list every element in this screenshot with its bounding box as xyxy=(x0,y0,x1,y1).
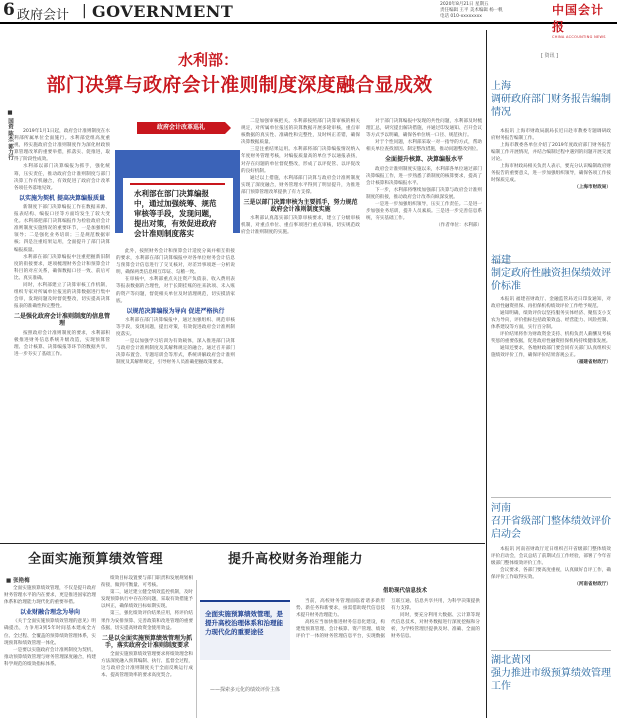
paragraph: 新制度下部门决算编报工作在数据来源、报表结构、编报口径等方面均发生了较大变化。水利部把部门决算编报作为检验政府会计准则制度实施情况的重要环节，一是加强组织领导；二是强化业务培训；三是规范数据审核；四是注重结果运用，全面提升了部门决算编报质量。 xyxy=(14,204,110,253)
sidebar-tag: [ 资讯 ] xyxy=(541,53,559,59)
paragraph: 2019年1月1日起，政府会计准则制度在水利部所属单位全面施行。水利部党组高度重视，将实施政府会计准则制度作为深化财政预算管理改革的重要举措，抓落实、促推进，取得了阶段性成效。 xyxy=(14,129,110,163)
subheading: 以实施为契机 提高决算编报质量 xyxy=(18,194,106,202)
sidebar-item-body xyxy=(491,546,611,646)
bottom-mid-subheading: 借助现代信息技术 xyxy=(383,588,428,594)
paragraph: 对于个性问题，水利部采取一对一指导的方式，帮助相关单位查找原因、制定整改措施，推动问题整改到位。 xyxy=(366,140,482,153)
sidebar-rule xyxy=(491,650,611,651)
paragraph: 《关于全面实施预算绩效管理的意见》明确提出，力争用3到5年时间基本建成全方位、全过程、全覆盖的预算绩效管理体系，实现预算和绩效管理一体化。 xyxy=(4,619,96,646)
paragraph: 同时，要充分利用大数据、云计算等现代信息技术，对财务数据进行深度挖掘和分析，为学校管理层提供及时、准确、全面的财务信息。 xyxy=(391,613,480,640)
sidebar-item-title: 湖北黄冈 强力推进市级预算绩效管理工作 xyxy=(491,655,611,692)
meta-line: 责任编辑 王平 美术编辑 杨一帆 xyxy=(440,8,503,13)
bottom-left-column-2 xyxy=(101,575,193,718)
bottom-mid-column-0 xyxy=(200,665,290,685)
sidebar-item-title: 河南 召开省级部门整体绩效评价启动会 xyxy=(491,503,611,540)
paragraph: 会议要求，各部门要高度重视，认真做好自评工作，确保评价工作取得实效。 xyxy=(491,568,611,580)
sidebar-item-body xyxy=(491,128,611,258)
paragraph: 当前，高校财务管理面临着诸多新形势、新任务和新要求，亟需借助现代信息技术提升财务治理能力。 xyxy=(296,599,385,619)
bottom-mid-column-1 xyxy=(296,598,480,718)
logo-en: CHINA ACCOUNTING NEWS xyxy=(552,35,606,39)
bottom-left-column-1 xyxy=(4,585,96,718)
paragraph: 三是注重结果运用。水利部将部门决算编报情况纳入年度财务管理考核，对编报质量高的单位予以通报表扬，对存在问题的单位督促整改，形成了以评促管、以评促改的良好机制。 xyxy=(241,147,360,174)
meta-line: 2020年8月21日 星期五 xyxy=(440,2,489,7)
paragraph: 此外，按照财务会计和预算会计适度分离并相互衔接的要求，水利部在部门决算编报中对各单位财务会计信息与预算会计信息进行了交叉核对，对差异事项逐一分析说明，确保两类信息相互印证、勾稽一致。 xyxy=(116,249,235,276)
paragraph: 评价结果将作为财政资金支持、机构负责人薪酬及考核奖惩的重要依据，促进政府性融资担保机构持续健康发展。 xyxy=(491,332,611,344)
bottom-mid-tagline: ——探索多元化的绩效评价主体 xyxy=(210,687,281,693)
lead-column-1 xyxy=(14,128,110,543)
paragraph: 第三，强化绩效评价结果应用，将评价结果作为安排预算、完善政策和改进管理的重要依据，切实提高财政资金使用效益。 xyxy=(101,611,193,631)
section-name-cn: 政府会计 xyxy=(17,8,70,23)
paragraph: 通过以上措施，水利部部门决算与政府会计准则制度实现了深度融合，财务管理水平得到了明显提升，为推进部门预算管理改革提供了有力支撑。 xyxy=(241,175,360,195)
paragraph: 通知还要求，各地财政部门要会同有关部门认真组织实施绩效评价工作，确保评价结果客观公正。 xyxy=(491,346,611,358)
paragraph: 高校应当加快推进财务信息化建设，构建集预算管理、会计核算、资产管理、绩效评价于一体的财务管理信息平台，实现数据互联互通、信息共享共用，为科学决策提供有力支撑。 xyxy=(296,599,480,640)
sidebar-rule xyxy=(491,497,611,498)
headline-kicker: 水利部： xyxy=(178,51,239,69)
lead-column-4 xyxy=(366,118,482,543)
masthead-meta xyxy=(440,2,545,20)
paragraph: 同时，水利部建立了决算审核工作机制，组织专家对所属单位报送的决算数据进行集中会审，发现问题及时督促整改，切实提高决算报表的准确性和完整性。 xyxy=(14,282,110,310)
paragraph: 政府会计准则制度实施以来，水利部各单位通过部门决算编报工作，进一步熟悉了新制度的核算要求，提高了会计核算和决算编报水平。 xyxy=(366,166,482,186)
paragraph: 水利部认真落实部门决算审核要求，建立了分级审核机制，对重点单位、重点事项进行重点审核，切实规范政府会计准则制度的实施。 xyxy=(241,216,360,236)
subheading: 全面提升核算、决算编报水平 xyxy=(384,156,463,164)
sidebar-item-body xyxy=(491,296,611,496)
lead-byline: ■ 国资 陈杰 郭力行 xyxy=(7,110,13,161)
section-divider xyxy=(0,543,485,544)
bottom-mid-title: 提升高校财务治理能力 xyxy=(228,552,364,567)
lead-column-3 xyxy=(241,118,360,543)
bottom-left-title: 全面实施预算绩效管理 xyxy=(28,552,164,567)
logo-cn: 中国会计报 xyxy=(552,3,605,34)
subheading: 二是以全面实施预算绩效管理为抓手，落实政府会计准则制度要求 xyxy=(101,634,192,649)
subheading: 以规范决算编报为导向 促进严格执行 xyxy=(126,307,225,315)
section-name-en: GOVERNMENT xyxy=(92,2,234,21)
subheading: 三是以部门决算审核为主要抓手，努力规范政府会计准则制度实施 xyxy=(243,199,358,214)
paragraph: 通知明确，绩效评价以坚持服务实体经济、聚焦支小支农为导向，评价指标包括政策效益、经营能力、风险控制、体系建设等方面，实行百分制。 xyxy=(491,311,611,330)
paragraph: 二是加强审核把关。水利部按照部门决算审核的相关规定，对所属单位报送的决算数据开展多轮审核，重点审核数据的真实性、准确性和完整性，及时纠正差错，确保决算数据质量。 xyxy=(241,119,360,146)
paragraph: 本报讯 福建省财政厅、金融监管局近日印发通知，对政府性融资担保、再担保机构绩效评价工作给予规范。 xyxy=(491,297,611,309)
subheading: 二是强化政府会计准则制度的信息管理 xyxy=(14,313,110,328)
paragraph: 本报讯 上海市财政局副局长近日赴市教委专题调研政府财务报告编制工作。 xyxy=(491,129,611,141)
promo-banner: 政府会计改革巡礼 xyxy=(137,122,225,134)
paragraph: 一是以加强学习培训为有效载体，深入推进部门决算与政府会计准则制度及其解释规定的融合。通过召开部门决算布置会、专题培训会等形式，系统讲解政府会计准则制度及其解释规定，引导财务人员准确把握政策要求。 xyxy=(116,339,235,366)
paragraph: 绩效目标设置要与部门职责和发展规划相衔接，做到可衡量、可考核。 xyxy=(101,576,193,589)
paragraph: 全面实施预算绩效管理，不仅是提升政府财务管理水平的内在要求，更是推进国家治理体系和治理能力现代化的重要举措。 xyxy=(4,586,96,606)
lead-column-2 xyxy=(116,248,235,543)
paragraph: 水利部在部门决算编报中，通过加强组织、规范审核等手段，发现问题，提出对策，有效促进政府会计准则制度落实。 xyxy=(116,317,235,338)
paragraph: 本报讯 河南省财政厅近日组织召开省级部门整体绩效评价启动会，会议总结了前期试点工作经验，部署了今年省级部门整体绩效评价工作。 xyxy=(491,547,611,566)
paragraph: 第二，通过建立健全绩效监控机制，及时发现预算执行中存在的问题，采取有效措施予以纠正，确保绩效目标如期实现。 xyxy=(101,590,193,610)
subheading: 以业财融合理念为导向 xyxy=(19,609,80,617)
masthead-separator: | xyxy=(82,3,87,19)
sidebar-source: （上海市财政局） xyxy=(574,185,611,190)
sidebar-divider xyxy=(486,30,487,718)
sidebar-item-title: 福建 制定政府性融资担保绩效评价标准 xyxy=(491,255,611,292)
meta-line: 电话 010-xxxxxxxx xyxy=(440,14,482,19)
lead-headline: 部门决算与政府会计准则制度深度融合显成效 xyxy=(46,74,433,96)
paragraph: 一是进一步加强组织领导，压实工作责任。二是进一步加强业务培训，提升人员素质。三是进一步完善信息系统，夯实基础工作。 xyxy=(366,202,482,222)
paragraph: 水利部在部门决算编报中注重把握新旧制度的衔接要求，逐项梳理财务会计和预算会计科目的对应关系，确保数据口径一致、前后可比、真实准确。 xyxy=(14,254,110,281)
paragraph: 按照政府会计准则制度的要求，水利部积极推进财务信息系统升级改造，实现预算管理、会计核算、决算编报等环节的数据共享，进一步夯实了基础工作。 xyxy=(14,330,110,357)
paragraph: 上海市教委各单位介绍了2019年度政府部门财务报告编制工作开展情况，并结合编制过程中遇到的问题开展交流讨论。 xyxy=(491,143,611,162)
page-number: 6 xyxy=(3,0,15,20)
paragraph: 全面实施预算绩效管理要求将绩效理念和方法深度融入预算编制、执行、监督全过程，这与政府会计准则制度关于全面反映运行成本、提高管理效率的要求高度契合。 xyxy=(101,651,193,679)
bottom-mid-box-title: 全面实施预算绩效管理，是提升高校治理体系和治理能力现代化的重要途径 xyxy=(205,610,283,636)
column-divider xyxy=(196,580,197,718)
newspaper-logo xyxy=(552,1,614,39)
pull-quote: 水利部在部门决算编报中，通过加强统筹、规范审核等手段，发现问题，提出对策，有效促进政府会计准则制度落实 xyxy=(130,183,225,242)
sidebar-source: （河南省财政厅） xyxy=(574,582,611,587)
paragraph: 下一步，水利部将继续加强部门决算与政府会计准则制度的衔接，推动政府会计改革向纵深发展。 xyxy=(366,187,482,200)
masthead xyxy=(0,0,617,39)
paragraph: 一是要以实施政府会计准则制度为契机，推动预算绩效管理与财务管理深度融合，构建科学规范的绩效指标体系。 xyxy=(4,647,96,667)
paragraph: 水利部以部门决算编报为抓手，强化统筹，压实责任，推动政府会计准则制度与部门决算工作有机融合，有效促进了政府会计改革各项任务落地见效。 xyxy=(14,164,110,191)
paragraph: 在审核中，水利部重点关注资产负债表、收入费用表等报表数据的合理性，对于长期挂账的往来款项、未入账的资产等问题，督促相关单位及时清理规范，切实摸清家底。 xyxy=(116,277,235,304)
bottom-left-byline: ■ 张艳梅 xyxy=(6,578,30,584)
author-note: （作者单位：水利部） xyxy=(436,223,482,229)
paragraph: 上海市财政局相关负责人表示，要充分认识编制政府财务报告的重要意义，进一步加强组织领导，确保各项工作按时保质完成。 xyxy=(491,164,611,183)
sidebar-item-title: 上海 调研政府部门财务报告编制情况 xyxy=(491,81,611,118)
paragraph: 对于部门决算编报中发现的共性问题，水利部及时梳理汇总，研究提出解决措施，并通过印发通知、召开会议等方式予以明确，确保各单位统一口径、规范执行。 xyxy=(366,119,482,139)
sidebar-source: （福建省财政厅） xyxy=(574,360,611,365)
